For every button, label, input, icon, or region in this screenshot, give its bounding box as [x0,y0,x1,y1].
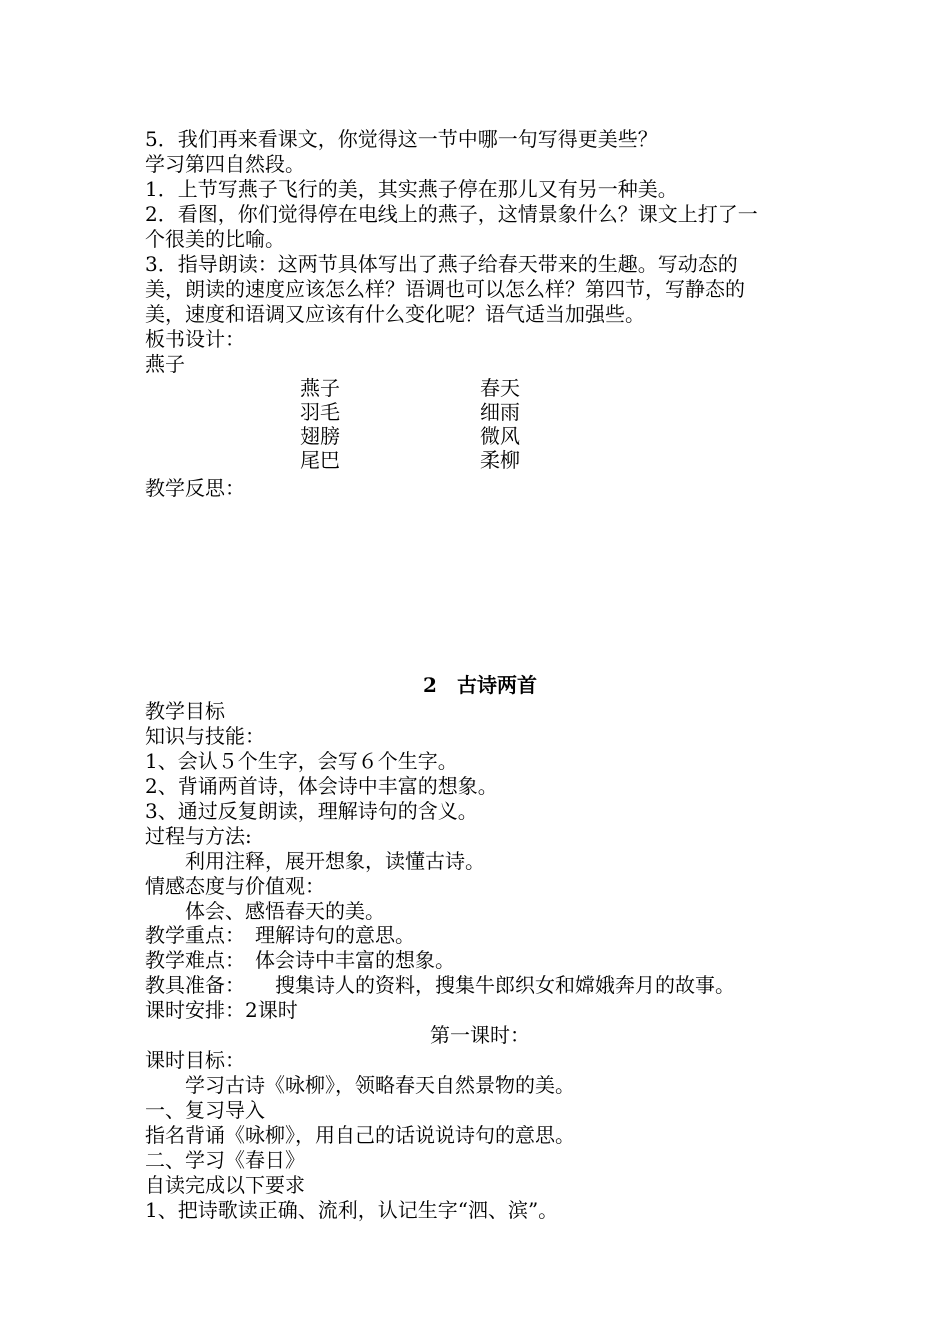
paragraph-line: 过程与方法: [145,824,252,848]
paragraph-line: 教学难点： 体会诗中丰富的想象。 [145,948,455,972]
board-design-label: 板书设计： [145,327,245,351]
paragraph-line: 二、学习《春日》 [145,1148,305,1172]
lesson-title: 2 古诗两首 [423,673,537,697]
paragraph-line: 情感态度与价值观： [145,874,325,898]
board-left-item: 燕子 [300,376,340,400]
board-right-item: 春天 [480,376,520,400]
paragraph-line: 3．指导朗读：这两节具体写出了燕子给春天带来的生趣。写动态的 [145,252,738,276]
reflection-label: 教学反思： [145,476,245,500]
paragraph-line: 指名背诵《咏柳》，用自己的话说说诗句的意思。 [145,1123,575,1147]
paragraph-line: 教学重点： 理解诗句的意思。 [145,923,415,947]
paragraph-line: 1．上节写燕子飞行的美，其实燕子停在那儿又有另一种美。 [145,177,678,201]
paragraph-line: 2、背诵两首诗，体会诗中丰富的想象。 [145,774,498,798]
paragraph-line: 美，速度和语调又应该有什么变化呢？语气适当加强些。 [145,302,645,326]
paragraph-line: 自读完成以下要求 [145,1173,305,1197]
paragraph-line: 一、复习导入 [145,1098,265,1122]
paragraph-line: 5．我们再来看课文，你觉得这一节中哪一句写得更美些？ [145,127,658,151]
board-title: 燕子 [145,352,185,376]
board-right-item: 微风 [480,424,520,448]
paragraph-line: 教具准备： 搜集诗人的资料，搜集牛郎织女和嫦娥奔月的故事。 [145,973,735,997]
paragraph-line: 个很美的比喻。 [145,227,285,251]
board-left-item: 尾巴 [300,448,340,472]
lesson-period-heading: 第一课时： [430,1023,530,1047]
board-left-item: 翅膀 [300,424,340,448]
paragraph-line: 课时安排：2课时 [145,998,298,1022]
paragraph-line: 知识与技能： [145,724,265,748]
paragraph-line: 1、会认５个生字，会写６个生字。 [145,749,458,773]
paragraph-line: 学习古诗《咏柳》，领略春天自然景物的美。 [145,1073,575,1097]
paragraph-line: 2．看图，你们觉得停在电线上的燕子，这情景象什么？课文上打了一 [145,202,758,226]
board-left-item: 羽毛 [300,400,340,424]
paragraph-line: 学习第四自然段。 [145,152,305,176]
paragraph-line: 美，朗读的速度应该怎么样？语调也可以怎么样？第四节，写静态的 [145,277,745,301]
board-right-item: 柔柳 [480,448,520,472]
paragraph-line: 3、通过反复朗读，理解诗句的含义。 [145,799,478,823]
board-right-item: 细雨 [480,400,520,424]
paragraph-line: 教学目标 [145,699,225,723]
paragraph-line: 体会、感悟春天的美。 [145,899,385,923]
paragraph-line: 1、把诗歌读正确、流利，认记生字“泗、滨”。 [145,1198,559,1222]
paragraph-line: 课时目标： [145,1048,245,1072]
paragraph-line: 利用注释，展开想象，读懂古诗。 [145,849,485,873]
